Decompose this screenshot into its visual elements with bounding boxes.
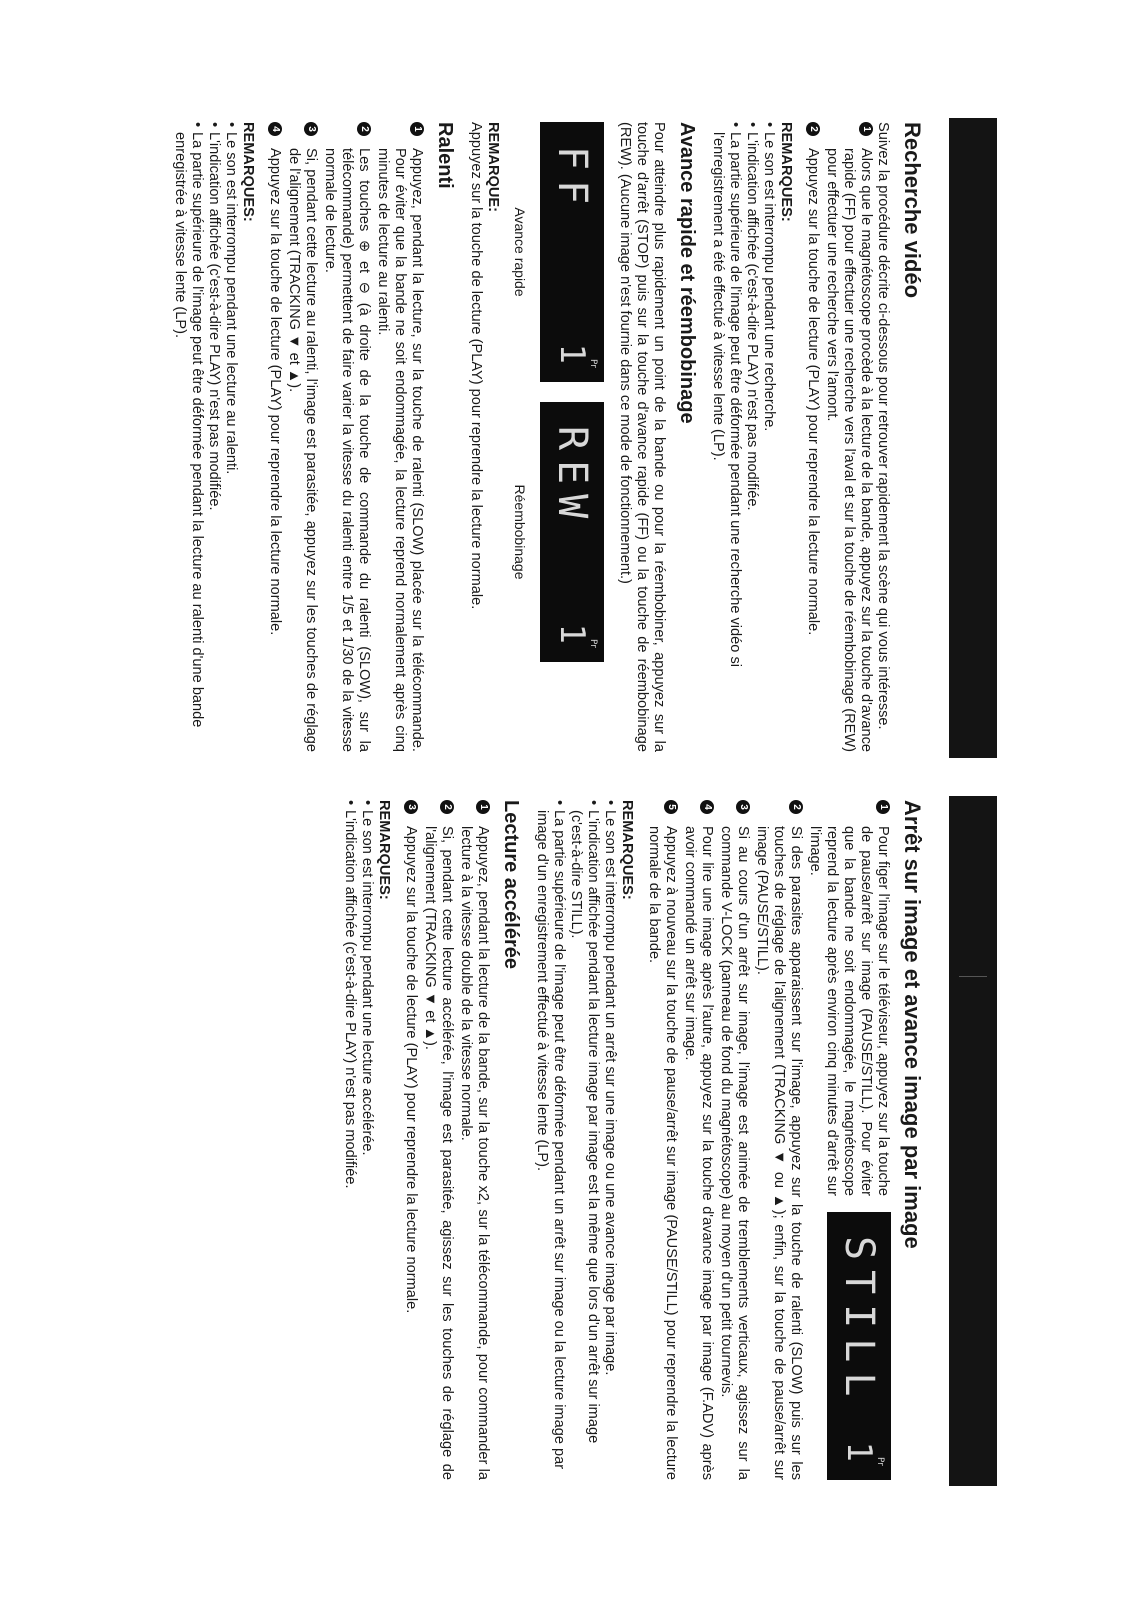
remarks-heading: REMARQUES: bbox=[240, 122, 256, 222]
remark-item: • L'indication affichée pendant la lecture image par image est la même que lors d'un arrêt sur image (c'est-à-dire STILL). bbox=[567, 800, 601, 1480]
step-text: Si, pendant cette lecture au ralenti, l'image est parasitée, appuyez sur les touches de réglage de l'alignement (TRACKING ▼ et ▲). bbox=[286, 148, 319, 752]
ff-caption: Avance rapide bbox=[512, 207, 528, 297]
remark-item: • Le son est interrompu pendant un arrêt sur une image ou une avance image par image. bbox=[601, 800, 618, 1480]
remarks-list bbox=[341, 800, 375, 1480]
step-text: Appuyez, pendant la lecture de la bande, sur la touche x2, sur la télécommande, pour commander la lecture à la vitesse double de la vitesse normale. bbox=[458, 826, 491, 1480]
step-text: Alors que le magnétoscope procède à la lecture de la bande, appuyez sur la touche d'avance rapide (FF) pour effectuer une recherche vers l'aval et sur la touche de réembobinage (REW) pour effectuer une recherche vers l'amont. bbox=[824, 148, 874, 752]
step-text: Appuyez à nouveau sur la touche de pause/arrêt sur image (PAUSE/STILL) pour reprendre la lecture normale de la bande. bbox=[646, 826, 679, 1480]
step bbox=[645, 800, 679, 1480]
step-number-icon: 3 bbox=[304, 122, 318, 136]
step-number-icon: 5 bbox=[664, 800, 678, 814]
step-number-icon: 3 bbox=[736, 800, 750, 814]
step-number-icon: 2 bbox=[789, 800, 803, 814]
step-text: Pour lire une image après l'autre, appuyez sur la touche d'avance image par image (F.ADV) après avoir commandé un arrêt sur image. bbox=[682, 826, 715, 1480]
channel-number: 1 bbox=[552, 623, 592, 644]
step bbox=[421, 800, 455, 1480]
still-display-group bbox=[827, 1212, 891, 1480]
step bbox=[804, 122, 821, 752]
remarks-heading: REMARQUES: bbox=[619, 800, 635, 900]
step-number-icon: 4 bbox=[700, 800, 714, 814]
step-text: Appuyez sur la touche de lecture (PLAY) pour reprendre la lecture normale. bbox=[403, 826, 419, 1314]
display-text: STILL bbox=[836, 1236, 882, 1407]
still-row bbox=[804, 800, 891, 1480]
remark-heading: REMARQUE: bbox=[485, 122, 501, 212]
step bbox=[806, 800, 891, 1196]
step bbox=[285, 122, 319, 752]
remark-item: • L'indication affichée (c'est-à-dire PLAY) n'est pas modifiée. bbox=[341, 800, 358, 1480]
step-number-icon: 2 bbox=[440, 800, 454, 814]
remark-item: • La partie supérieure de l'image peut être déformée pendant une recherche vidéo si l'enregistrement a été effectué à vitesse lente (LP). bbox=[709, 122, 743, 752]
step bbox=[374, 122, 425, 752]
ff-text: Pour atteindre plus rapidement un point de la bande ou pour la réembobiner, appuyez sur la touche d'arrêt (STOP) puis sur la touche d'avance rapide (FF) ou la touche de réembobinage (REW). (Aucune image n'est fournie dans ce mode de fonctionnement.) bbox=[617, 122, 667, 752]
remarks-heading: REMARQUES: bbox=[376, 800, 392, 900]
remark-item: • Le son est interrompu pendant une lecture accélérée. bbox=[358, 800, 375, 1480]
pr-label: Pr bbox=[588, 359, 598, 368]
remarks-list bbox=[171, 122, 239, 752]
step bbox=[823, 122, 874, 752]
remarks-heading: REMARQUES: bbox=[778, 122, 794, 222]
section-title-lecture-acceleree: Lecture accélérée bbox=[500, 800, 522, 970]
channel-number: 1 bbox=[552, 343, 592, 364]
ff-display bbox=[540, 122, 604, 382]
remark-item: • Le son est interrompu pendant une lecture au ralenti. bbox=[222, 122, 239, 752]
step bbox=[717, 800, 751, 1480]
right-column bbox=[341, 800, 925, 1480]
step-text: Si des parasites apparaissent sur l'image, appuyez sur la touche de ralenti (SLOW) puis sur les touches de réglage de l'alignement (TRACKING ▼ ou ▲); enfin, sur la touche de pause/arrêt sur image (PAUSE/STILL). bbox=[754, 826, 804, 1480]
step-text: Si, pendant cette lecture accélérée, l'image est parasitée, agissez sur les touches de réglage de l'alignement (TRACKING ▼ et ▲). bbox=[422, 826, 455, 1480]
rew-display-group bbox=[511, 402, 604, 662]
step bbox=[457, 800, 491, 1480]
step-number-icon: 2 bbox=[357, 122, 371, 136]
step bbox=[402, 800, 419, 1480]
section-title-recherche: Recherche vidéo bbox=[900, 122, 925, 299]
step-text: Appuyez, pendant la lecture, sur la touche de ralenti (SLOW) placée sur la télécommande. Pour éviter que la bande ne soit endommagée, la lecture reprend normalement après cinq minutes de lecture au ralenti. bbox=[375, 148, 425, 752]
step-number-icon: 4 bbox=[268, 122, 282, 136]
step bbox=[753, 800, 804, 1480]
step-text: Si au cours d'un arrêt sur image, l'image est animée de tremblements verticaux, agissez sur la commande V-LOCK (panneau de fond du magnétoscope) au moyen d'un petit tournevis. bbox=[718, 826, 751, 1480]
ff-display-group bbox=[511, 122, 604, 382]
still-display bbox=[827, 1212, 891, 1480]
remark-text: Appuyez sur la touche de lecture (PLAY) pour reprendre la lecture normale. bbox=[468, 122, 484, 610]
rew-display bbox=[540, 402, 604, 662]
remark-item: • L'indication affichée (c'est-à-dire PLAY) n'est pas modifiée. bbox=[743, 122, 760, 752]
display-text: FF bbox=[549, 146, 595, 215]
channel-number: 1 bbox=[839, 1441, 879, 1462]
rew-caption: Réembobinage bbox=[512, 484, 528, 580]
remark-item: • La partie supérieure de l'image peut être déformée pendant un arrêt sur image ou la lecture image par image d'un enregistrement effectué à vitesse lente (LP). bbox=[533, 800, 567, 1480]
step-number-icon: 1 bbox=[876, 800, 890, 814]
step-number-icon: 1 bbox=[410, 122, 424, 136]
intro-text: Suivez la procédure décrite ci-dessous pour retrouver rapidement la scène qui vous intéresse. bbox=[875, 122, 891, 730]
remark-item: • La partie supérieure de l'image peut être déformée pendant la lecture au ralenti d'une bande enregistrée à vitesse lente (LP). bbox=[171, 122, 205, 752]
section-title-ralenti: Ralenti bbox=[434, 122, 456, 189]
remark-item: • L'indication affichée (c'est-à-dire PLAY) n'est pas modifiée. bbox=[205, 122, 222, 752]
remarks-list bbox=[533, 800, 618, 1480]
step bbox=[321, 122, 372, 752]
step-number-icon: 3 bbox=[404, 800, 418, 814]
section-title-arret-image: Arrêt sur image et avance image par image bbox=[900, 800, 925, 1249]
step-number-icon: 2 bbox=[806, 122, 820, 136]
step bbox=[681, 800, 715, 1480]
step-number-icon: 1 bbox=[859, 122, 873, 136]
pr-label: Pr bbox=[588, 639, 598, 648]
section-title-avance-rapide: Avance rapide et réembobinage bbox=[676, 122, 698, 424]
step-text: Appuyez sur la touche de lecture (PLAY) pour reprendre la lecture normale. bbox=[805, 148, 821, 636]
left-column bbox=[171, 122, 925, 752]
step-number-icon: 1 bbox=[476, 800, 490, 814]
header-bar-left bbox=[949, 118, 997, 758]
step-text: Les touches ⊕ et ⊖ (à droite de la touche de commande du ralenti (SLOW), sur la télécommande) permettent de faire varier la vitesse du ralenti entre 1/5 et 1/30 de la vitesse normale de lecture. bbox=[322, 148, 372, 752]
remark-item: • Le son est interrompu pendant une recherche. bbox=[760, 122, 777, 752]
step bbox=[266, 122, 283, 752]
display-text: REW bbox=[549, 426, 595, 529]
remarks-list bbox=[709, 122, 777, 752]
step-text: Pour figer l'image sur le téléviseur, appuyez sur la touche de pause/arrêt sur image (PAUSE/STILL). Pour éviter que la bande ne soit endommagée, le magnétoscope reprend la lecture après environ cinq minutes d'arrêt sur l'image. bbox=[807, 826, 891, 1196]
header-bar-right bbox=[949, 796, 997, 1486]
display-panels bbox=[511, 122, 604, 662]
pr-label: Pr bbox=[875, 1457, 885, 1466]
step-text: Appuyez sur la touche de lecture (PLAY) pour reprendre la lecture normale. bbox=[267, 148, 283, 636]
